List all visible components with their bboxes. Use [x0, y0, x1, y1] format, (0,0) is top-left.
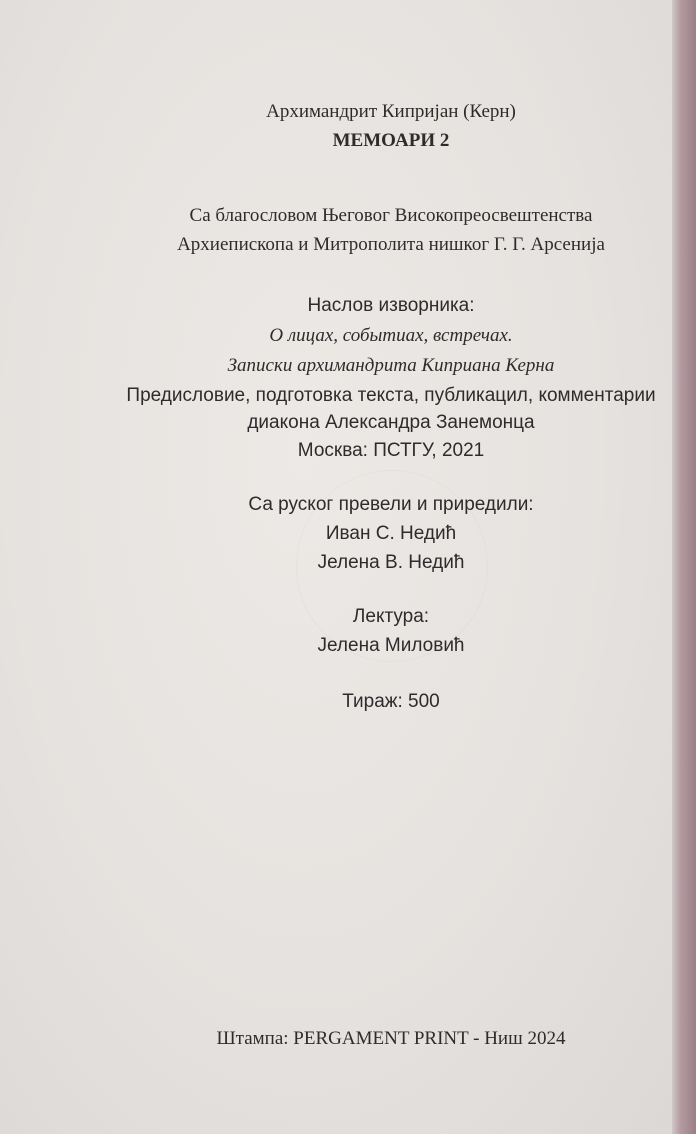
original-credits-line-1: Предисловие, подготовка текста, публикацил, комментарии	[126, 385, 656, 406]
author-line: Архимандрит Кипријан (Керн)	[266, 101, 516, 122]
proofreader-name: Јелена Миловић	[317, 635, 465, 656]
book-title: МЕМОАРИ 2	[332, 130, 450, 151]
original-title-line-2: Записки архимандрита Киприана Керна	[227, 355, 555, 376]
translator-2: Јелена В. Недић	[317, 552, 465, 573]
original-title-heading: Наслов изворника:	[307, 295, 475, 316]
translation-heading: Са руског превели и приредили:	[248, 494, 534, 515]
proofreading-heading: Лектура:	[352, 606, 430, 627]
original-credits-line-2: диакона Александра Занемонца	[247, 412, 535, 433]
print-run: Тираж: 500	[342, 691, 440, 712]
printing-info: Штампа: PERGAMENT PRINT - Ниш 2024	[216, 1028, 566, 1049]
page-edge	[672, 0, 696, 1134]
blessing-line-1: Са благословом Његовог Високопреосвештенства	[189, 205, 593, 226]
blessing-line-2: Архиепископа и Митрополита нишког Г. Г. Арсенија	[177, 234, 605, 255]
original-publisher: Москва: ПСТГУ, 2021	[297, 440, 485, 461]
original-title-line-1: О лицах, событиах, встречах.	[269, 325, 513, 346]
translator-1: Иван С. Недић	[325, 523, 457, 544]
